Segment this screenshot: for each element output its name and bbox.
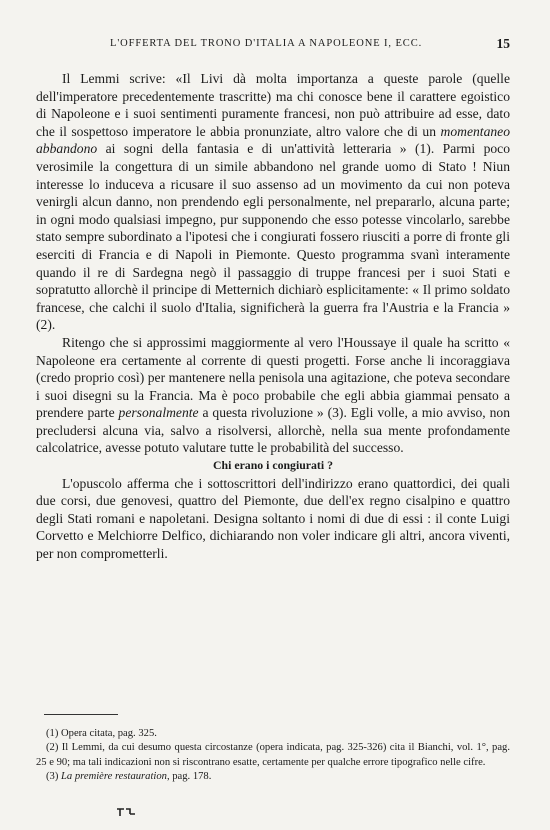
italic-title: La première restauration: [61, 770, 167, 782]
running-head-title: L'OFFERTA DEL TRONO D'ITALIA A NAPOLEONE I, ECC.: [110, 38, 423, 49]
paragraph: Ritengo che si approssimi maggiormente al vero l'Houssaye il quale ha scritto « Napoleone era certamente al corrente di questi progetti. Forse anche li incoraggiava (credo proprio così) per mantenere nella penisola una agitazione, che poteva secondare i suoi disegni su la Francia. Ma è poco probabile che egli abbia giammai pensato a prendere parte personalmente a questa rivoluzione » (3). Egli volle, a mio avviso, non precludersi alcuna via, salvo a risolversi, allorchè, nella sua mente profondamente calcolatrice, avesse potuto valutare tutte le probabilità del successo.: [36, 334, 510, 456]
running-head: [68, 38, 510, 54]
footnote-divider: [44, 714, 118, 715]
body-text: [36, 70, 510, 563]
paragraph: L'opuscolo afferma che i sottoscrittori dell'indirizzo erano quattordici, dei quali due corsi, due genovesi, quattro del Piemonte, due dell'ex regno cisalpino e quattro degli Stati romani e napoletani. Designa soltanto i nomi di due di essi : il conte Luigi Corvetto e Melchiorre Delfico, dichiarando non voler indicare gli altri, ancora viventi, per non comprometterli.: [36, 475, 510, 562]
section-heading: Chi erano i congiurati ?: [213, 458, 333, 473]
page-number: 15: [496, 36, 510, 51]
printer-mark-icon: [116, 807, 138, 817]
paragraph: Il Lemmi scrive: «Il Livi dà molta importanza a queste parole (quelle dell'imperatore precedentemente trascritte) ma chi conosce bene il carattere egoistico di Napoleone e i suoi sentimenti puramente francesi, non può attribuire ad esse, dato che il sospettoso imperatore le abbia pronunziate, altro valore che di un momentaneo abbandono ai sogni della fantasia e di un'attività letteraria » (1). Parmi poco verosimile la congettura di un simile abbandono nel grande uomo di Stato ! Niun interesse lo induceva a ricusare il suo assenso ad un movimento da cui non poteva venirgli alcun danno, non prendendo egli personalmente, nel prepararlo, alcuna parte; in ogni modo qualsiasi impegno, pur supponendo che esso potesse vincolarlo, sarebbe stato sempre subordinato a l'ipotesi che i congiurati fossero riusciti a porre di fronte gli eserciti di Francia e di Napoli in Piemonte. Questo programma svanì interamente quando il re di Sardegna negò il passaggio di truppe francesi per i suoi Stati e sopratutto allorchè il principe di Metternich dichiarò esplicitamente: « Il primo soldato francese, che calchi il suolo d'Italia, significherà la guerra fra l'Austria e la Francia » (2).: [36, 71, 510, 333]
footnote: (2) Il Lemmi, da cui desumo questa circostanze (opera indicata, pag. 325-326) cita il Bianchi, vol. 1°, pag. 25 e 90; ma tali indicazioni non si riscontrano esatte, certamente per qualche errore tipografico nelle cifre.: [36, 742, 510, 768]
footnote: (1) Opera citata, pag. 325.: [46, 728, 157, 739]
italic-phrase: momentaneo abbandono: [36, 123, 510, 157]
italic-phrase: personalmente: [118, 405, 199, 421]
footnotes: [36, 727, 510, 784]
footnote: (3) La première restauration, pag. 178.: [46, 770, 212, 782]
